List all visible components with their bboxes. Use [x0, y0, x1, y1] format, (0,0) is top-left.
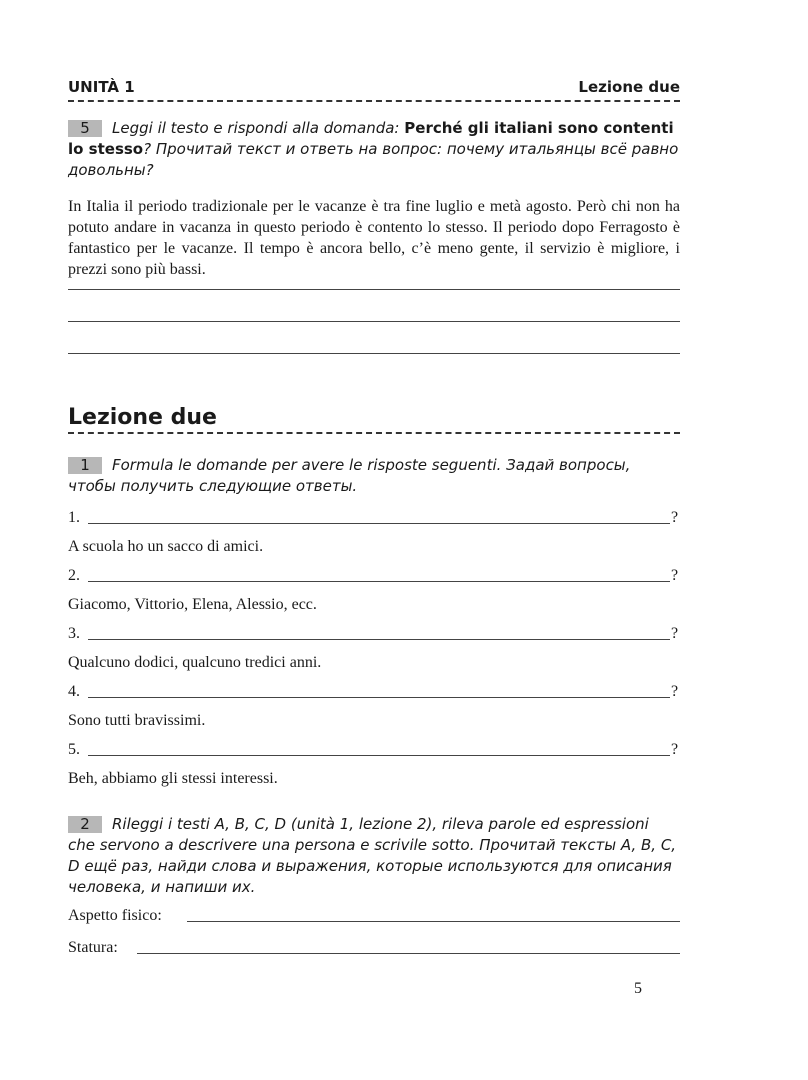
answer-text: Beh, abbiamo gli stessi interessi. — [68, 770, 278, 787]
question-number: 4. — [68, 683, 80, 700]
appearance-field-line[interactable] — [187, 921, 680, 922]
answer-line[interactable] — [68, 321, 680, 322]
task-5-instruction-it: Leggi il testo e rispondi alla domanda: — [112, 119, 400, 137]
question-line[interactable] — [88, 639, 670, 640]
header-divider — [68, 100, 680, 102]
question-number: 3. — [68, 625, 80, 642]
task-5-instruction — [68, 118, 680, 181]
answer-text: Giacomo, Vittorio, Elena, Alessio, ecc. — [68, 596, 317, 613]
question-number: 5. — [68, 741, 80, 758]
question-mark: ? — [671, 625, 679, 642]
question-mark: ? — [671, 741, 679, 758]
question-mark: ? — [671, 683, 679, 700]
task-number-badge: 2 — [68, 816, 102, 833]
task-2-instruction — [68, 814, 680, 898]
section-divider — [68, 432, 680, 434]
task-1-instruction — [68, 455, 680, 497]
answer-line[interactable] — [68, 289, 680, 290]
task-1-instruction-text: Formula le domande per avere le risposte seguenti. Задай вопросы, чтобы получить следующие ответы. — [68, 456, 631, 495]
question-mark: ? — [671, 509, 679, 526]
question-line[interactable] — [88, 755, 670, 756]
field-label-height: Statura: — [68, 939, 118, 956]
question-number: 2. — [68, 567, 80, 584]
section-title: Lezione due — [68, 405, 217, 430]
answer-text: A scuola ho un sacco di amici. — [68, 538, 264, 555]
task-number-badge: 1 — [68, 457, 102, 474]
question-line[interactable] — [88, 581, 670, 582]
question-line[interactable] — [88, 523, 670, 524]
answer-line[interactable] — [68, 353, 680, 354]
task-number-badge: 5 — [68, 120, 102, 137]
running-header — [68, 78, 680, 98]
question-number: 1. — [68, 509, 80, 526]
height-field-line[interactable] — [137, 953, 680, 954]
question-mark: ? — [671, 567, 679, 584]
page-number: 5 — [634, 980, 642, 997]
answer-text: Qualcuno dodici, qualcuno tredici anni. — [68, 654, 322, 671]
task-5-question: Perché gli italiani sono contenti lo stesso — [68, 119, 674, 158]
lesson-label: Lezione due — [578, 78, 680, 96]
task-2-instruction-text: Rileggi i testi A, B, C, D (unità 1, lezione 2), rileva parole ed espressioni che servono a descrivere una persona e scrivile sotto. Прочитай тексты A, B, C, D ещё раз, найди слова и выражения, которые используются для описания человека, и напиши их. — [68, 815, 677, 896]
field-label-appearance: Aspetto fisico: — [68, 907, 162, 924]
task-5-reading-text: In Italia il periodo tradizionale per le vacanze è tra fine luglio e metà agosto. Però chi non ha potuto andare in vacanza in questo periodo è contento lo stesso. Il periodo dopo Ferragosto è fantastico per le vacanze. Il tempo è ancora bello, c’è meno gente, il servizio è migliore, i prezzi sono più bassi. — [68, 198, 680, 278]
unit-label: UNITÀ 1 — [68, 78, 135, 96]
answer-text: Sono tutti bravissimi. — [68, 712, 206, 729]
task-5-instruction-ru: ? Прочитай текст и ответь на вопрос: почему итальянцы всё равно довольны? — [68, 140, 679, 179]
question-line[interactable] — [88, 697, 670, 698]
